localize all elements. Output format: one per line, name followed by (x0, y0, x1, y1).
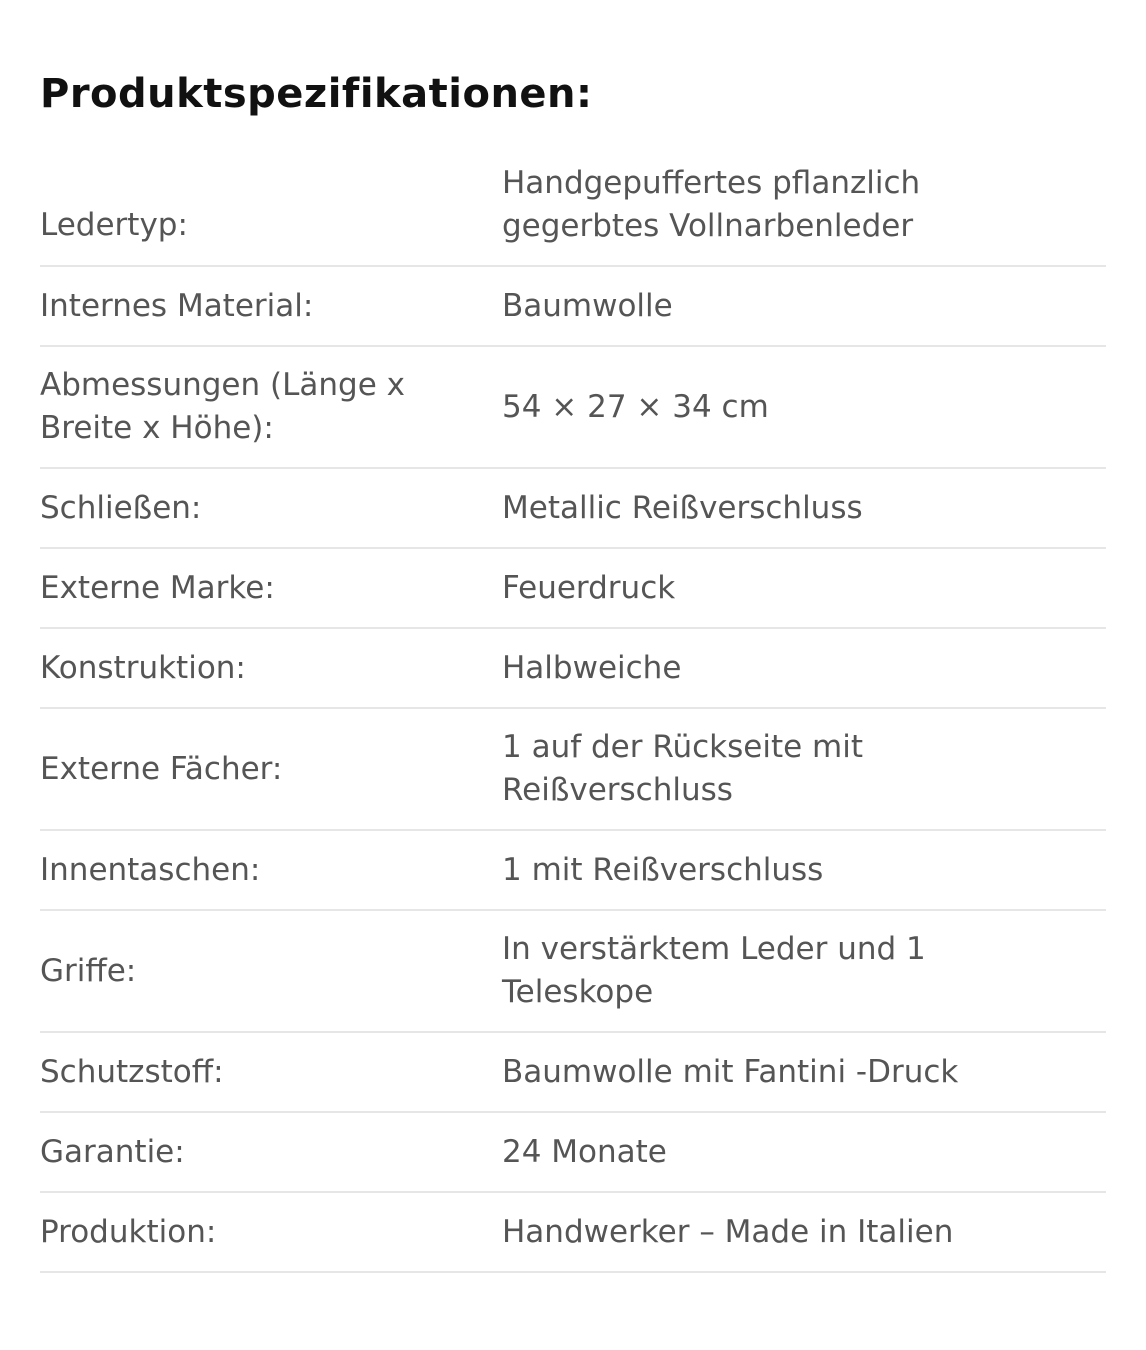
spec-value: 1 mit Reißverschluss (502, 851, 824, 888)
spec-label: Garantie: (40, 1133, 185, 1170)
spec-label: Internes Material: (40, 287, 314, 324)
spec-value: Handwerker – Made in Italien (502, 1213, 954, 1250)
spec-value: Halbweiche (502, 649, 682, 686)
spec-label: Externe Fächer: (40, 750, 283, 787)
spec-row-externe-marke (40, 549, 1106, 629)
spec-row-konstruktion (40, 629, 1106, 709)
spec-value: In verstärktem Leder und 1 Teleskope (502, 931, 926, 1010)
spec-row-externe-faecher (40, 709, 1106, 831)
spec-table (40, 160, 1106, 1273)
spec-row-garantie (40, 1113, 1106, 1193)
spec-label: Griffe: (40, 952, 137, 989)
spec-label: Externe Marke: (40, 569, 275, 606)
spec-value: Baumwolle mit Fantini -Druck (502, 1053, 959, 1090)
spec-value: 54 × 27 × 34 cm (502, 388, 769, 425)
spec-row-schutzstoff (40, 1033, 1106, 1113)
spec-label: Schließen: (40, 489, 202, 526)
spec-row-produktion (40, 1193, 1106, 1273)
spec-row-internes-material (40, 267, 1106, 347)
spec-label: Konstruktion: (40, 649, 246, 686)
page-title: Produktspezifikationen: (40, 71, 593, 117)
spec-label: Produktion: (40, 1213, 217, 1250)
spec-label: Abmessungen (Länge x Breite x Höhe): (40, 367, 405, 446)
spec-label: Ledertyp: (40, 207, 188, 243)
spec-row-ledertyp (40, 160, 1106, 267)
spec-value: Baumwolle (502, 287, 673, 324)
spec-value: 1 auf der Rückseite mit Reißverschluss (502, 729, 864, 808)
spec-label: Schutzstoff: (40, 1053, 224, 1090)
spec-value: Feuerdruck (502, 569, 676, 606)
spec-row-griffe (40, 911, 1106, 1033)
spec-value: Metallic Reißverschluss (502, 489, 863, 526)
spec-value: 24 Monate (502, 1133, 667, 1170)
spec-value: Handgepuffertes pflanzlich gegerbtes Vollnarbenleder (502, 165, 921, 244)
spec-row-innentaschen (40, 831, 1106, 911)
spec-row-abmessungen (40, 347, 1106, 469)
spec-label: Innentaschen: (40, 851, 261, 888)
spec-row-schliessen (40, 469, 1106, 549)
